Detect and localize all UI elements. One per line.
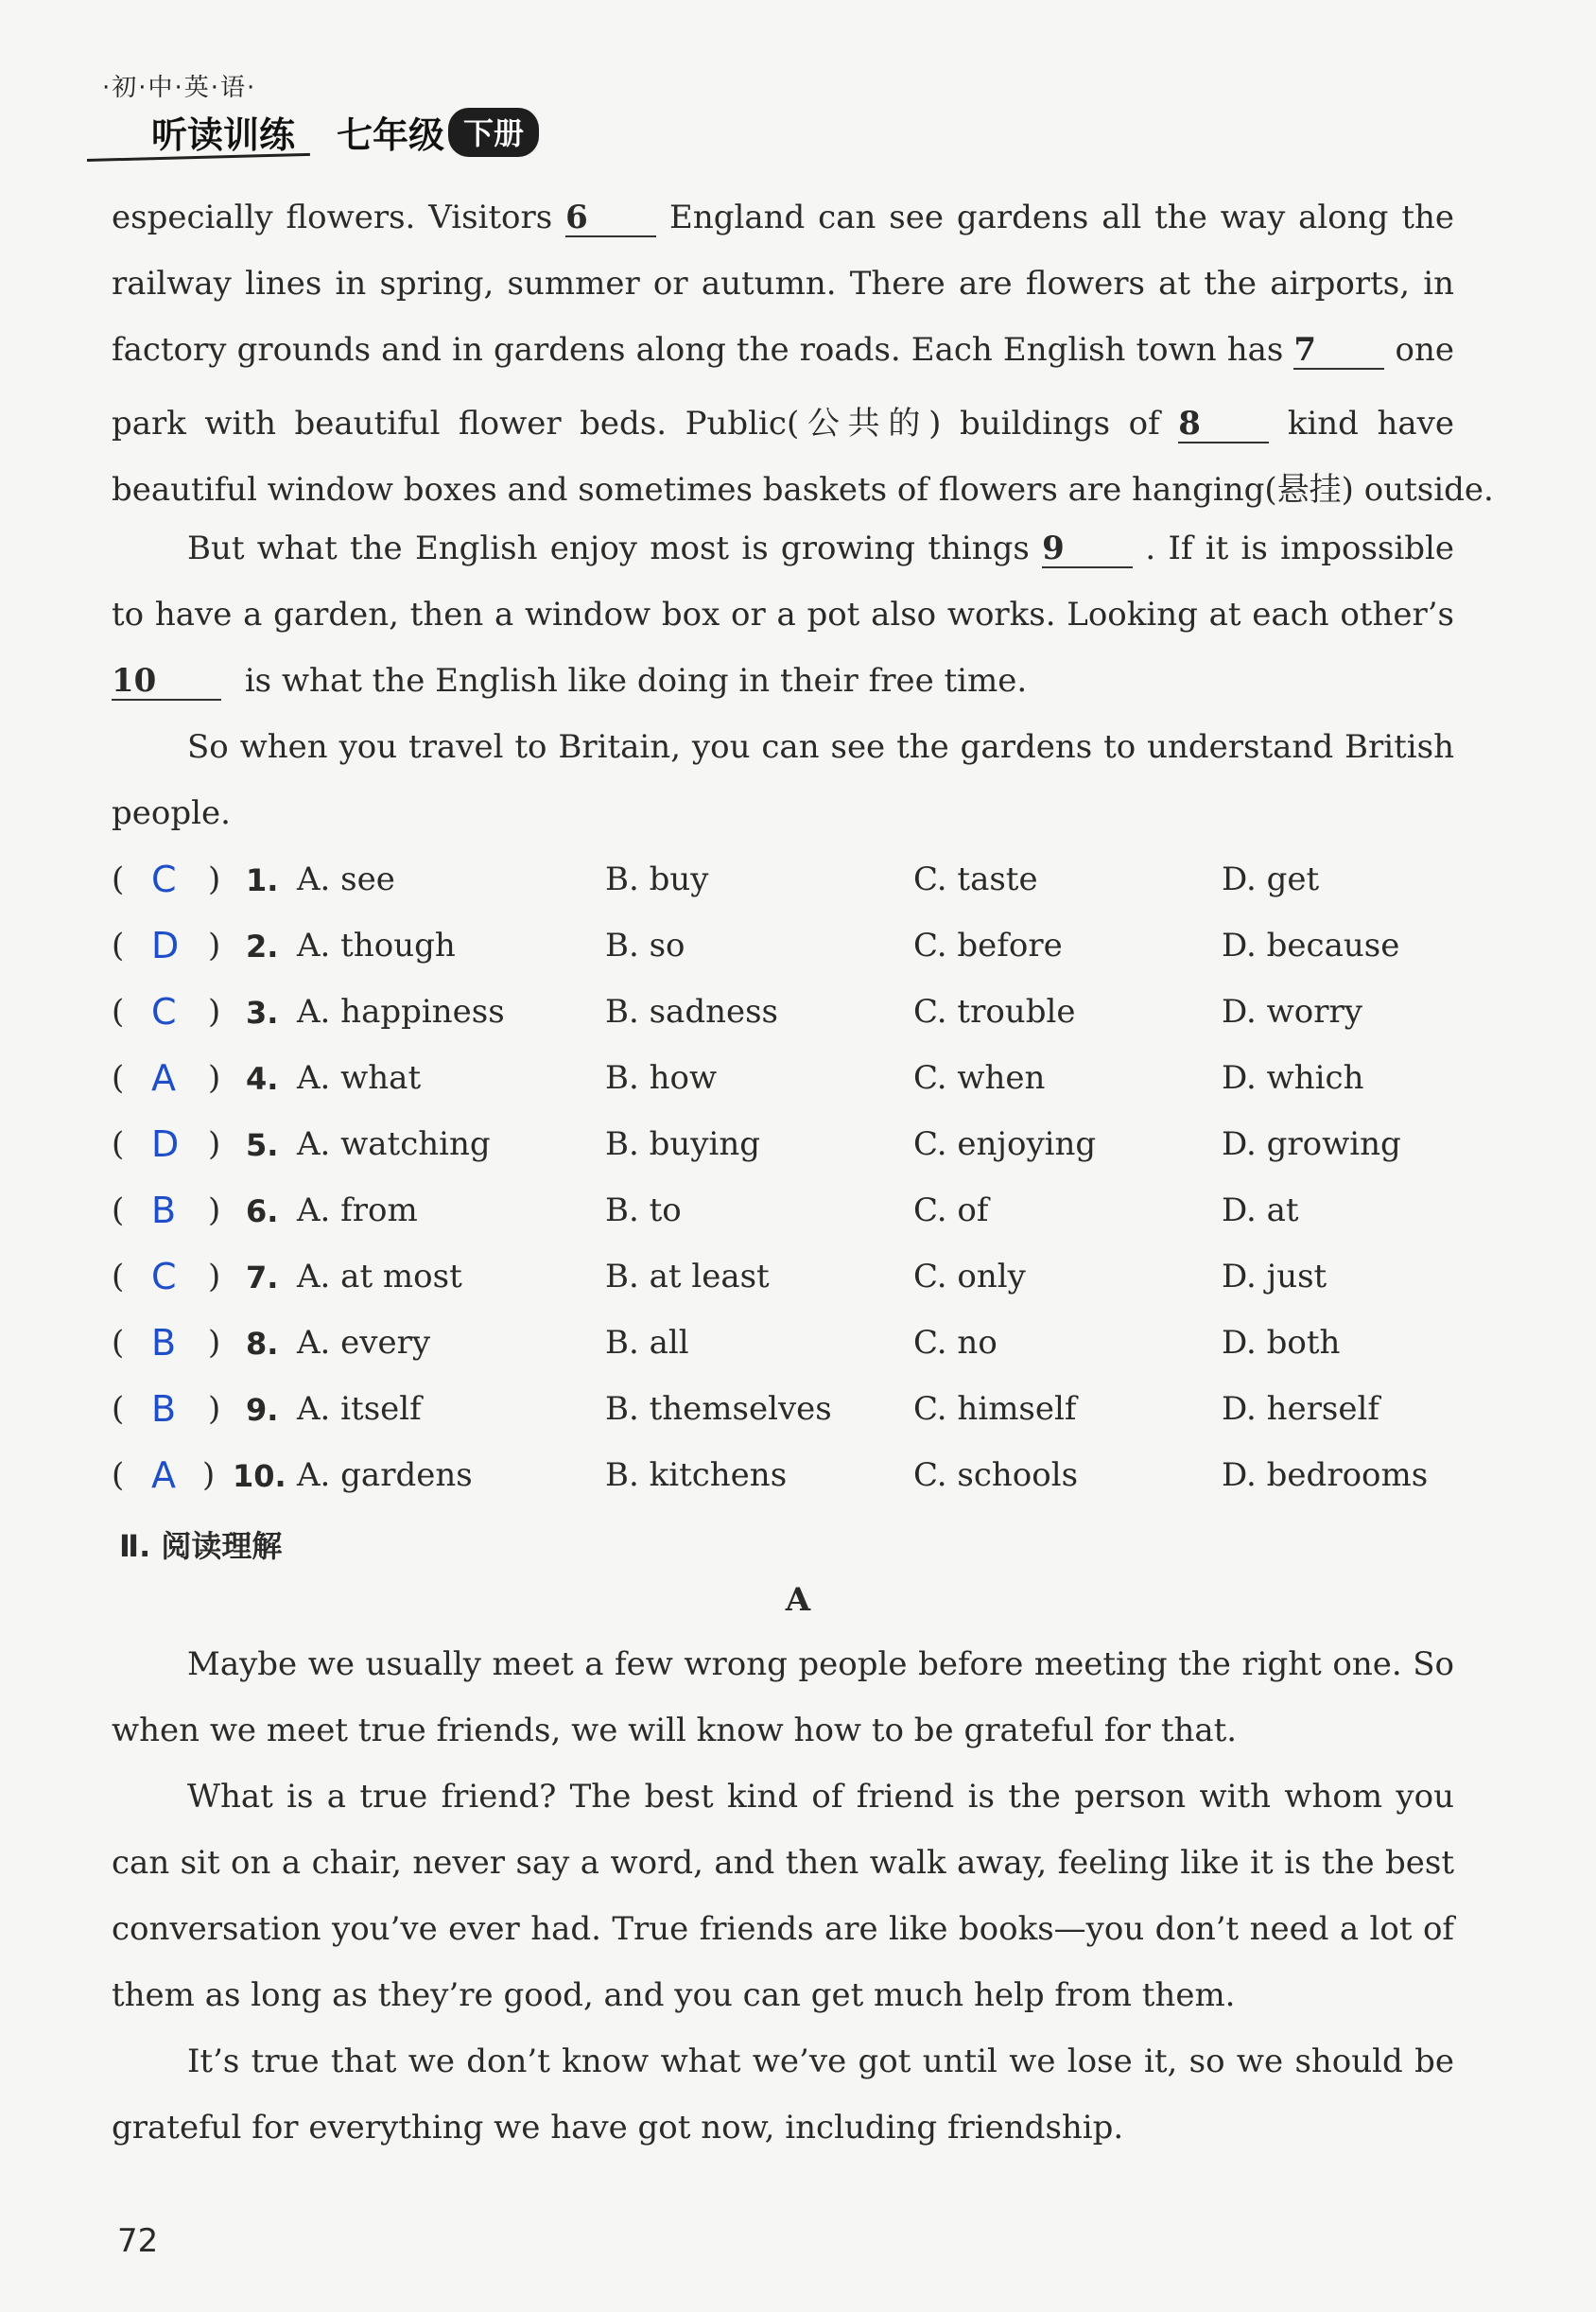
option-b: B. so	[605, 927, 685, 965]
paren-left: (	[112, 1059, 125, 1097]
reading-line: grateful for everything we have got now, including friendship.	[112, 2109, 1124, 2147]
option-b: B. buying	[605, 1125, 761, 1163]
question-number: 4.	[246, 1061, 279, 1097]
paren-left: (	[112, 1324, 125, 1362]
option-d: D. worry	[1222, 993, 1362, 1031]
passage-line: people.	[112, 794, 231, 832]
question-number: 3.	[246, 995, 279, 1031]
option-a: A. see	[297, 860, 395, 898]
option-b: B. sadness	[605, 993, 778, 1031]
reading-line: can sit on a chair, never say a word, and then walk away, feeling like it is the best	[112, 1844, 1454, 1882]
question-row	[112, 1456, 1454, 1513]
question-number: 10.	[233, 1458, 286, 1494]
passage-line: railway lines in spring, summer or autumn. There are flowers at the airports, in	[112, 265, 1454, 303]
question-row	[112, 1125, 1454, 1182]
question-number: 7.	[246, 1260, 279, 1295]
answer-mark: B	[151, 1322, 177, 1364]
question-row	[112, 1059, 1454, 1116]
option-b: B. at least	[605, 1258, 770, 1295]
paren-left: (	[112, 860, 125, 898]
paren-left: (	[112, 1191, 125, 1229]
page-header	[102, 68, 525, 156]
paren-right: )	[208, 1191, 221, 1229]
option-c: C. schools	[913, 1456, 1079, 1494]
option-c: C. when	[913, 1059, 1046, 1097]
question-number: 5.	[246, 1127, 279, 1163]
question-row	[112, 860, 1454, 917]
option-d: D. at	[1222, 1191, 1299, 1229]
option-c: C. trouble	[913, 993, 1076, 1031]
paren-left: (	[112, 1258, 125, 1295]
option-d: D. herself	[1222, 1390, 1379, 1428]
question-number: 1.	[246, 862, 279, 898]
question-row	[112, 1258, 1454, 1314]
paren-left: (	[112, 927, 125, 965]
option-a: A. happiness	[297, 993, 505, 1031]
option-d: D. both	[1222, 1324, 1341, 1362]
option-a: A. gardens	[297, 1456, 473, 1494]
option-d: D. which	[1222, 1059, 1364, 1097]
answer-mark: D	[151, 925, 180, 966]
passage-line: factory grounds and in gardens along the roads. Each English town has 7 one	[112, 331, 1454, 369]
option-a: A. from	[297, 1191, 418, 1229]
blank-6: 6	[565, 201, 656, 237]
answer-mark: D	[151, 1123, 180, 1165]
paren-left: (	[112, 1125, 125, 1163]
passage-line: So when you travel to Britain, you can see the gardens to understand British	[187, 728, 1454, 766]
option-d: D. bedrooms	[1222, 1456, 1429, 1494]
reading-line: when we meet true friends, we will know how to be grateful for that.	[112, 1712, 1238, 1749]
option-b: B. buy	[605, 860, 709, 898]
answer-mark: C	[151, 991, 177, 1033]
paren-right: )	[208, 993, 221, 1031]
answer-mark: C	[151, 1256, 177, 1297]
option-c: C. only	[913, 1258, 1026, 1295]
question-number: 6.	[246, 1193, 279, 1229]
question-row	[112, 1324, 1454, 1381]
paren-left: (	[112, 1456, 125, 1494]
option-a: A. watching	[297, 1125, 491, 1163]
option-d: D. because	[1222, 927, 1400, 965]
paren-right: )	[208, 1324, 221, 1362]
passage-line: especially flowers. Visitors 6 England can see gardens all the way along the	[112, 199, 1454, 236]
passage-line: 10 is what the English like doing in their free time.	[112, 662, 1028, 700]
answer-mark: B	[151, 1190, 177, 1231]
reading-line: Maybe we usually meet a few wrong people before meeting the right one. So	[187, 1645, 1454, 1683]
reading-line: conversation you’ve ever had. True friends are like books—you don’t need a lot of	[112, 1910, 1454, 1948]
question-row	[112, 1390, 1454, 1447]
option-b: B. themselves	[605, 1390, 832, 1428]
passage-label: A	[785, 1581, 811, 1619]
option-c: C. taste	[913, 860, 1038, 898]
section-title: Ⅱ. 阅读理解	[119, 1528, 283, 1564]
question-number: 8.	[246, 1326, 279, 1362]
grade-label: 七年级	[337, 114, 445, 156]
option-b: B. all	[605, 1324, 689, 1362]
option-c: C. of	[913, 1191, 989, 1229]
passage-line: But what the English enjoy most is growing things 9 . If it is impossible	[187, 530, 1455, 567]
paren-right: )	[202, 1456, 216, 1494]
option-a: A. at most	[297, 1258, 462, 1295]
blank-9: 9	[1042, 532, 1133, 568]
paren-right: )	[208, 1258, 221, 1295]
reading-line: It’s true that we don’t know what we’ve got until we lose it, so we should be	[187, 2043, 1454, 2080]
option-b: B. kitchens	[605, 1456, 788, 1494]
title-row	[151, 106, 539, 158]
option-d: D. just	[1222, 1258, 1327, 1295]
paren-left: (	[112, 993, 125, 1031]
reading-line: them as long as they’re good, and you can get much help from them.	[112, 1976, 1236, 2014]
paren-right: )	[208, 1390, 221, 1428]
option-c: C. enjoying	[913, 1125, 1097, 1163]
option-c: C. no	[913, 1324, 998, 1362]
answer-mark: B	[151, 1388, 177, 1430]
answer-mark: C	[151, 859, 177, 900]
paren-right: )	[208, 927, 221, 965]
paren-right: )	[208, 860, 221, 898]
answer-mark: A	[151, 1057, 176, 1099]
question-row	[112, 1191, 1454, 1248]
option-c: C. before	[913, 927, 1063, 965]
option-a: A. itself	[297, 1390, 422, 1428]
option-b: B. to	[605, 1191, 682, 1229]
question-row	[112, 927, 1454, 983]
option-c: C. himself	[913, 1390, 1077, 1428]
reading-line: What is a true friend? The best kind of friend is the person with whom you	[187, 1778, 1454, 1816]
passage-line: beautiful window boxes and sometimes baskets of flowers are hanging(悬挂) outside.	[112, 471, 1494, 509]
series-label: ·初·中·英·语·	[102, 74, 257, 102]
blank-10: 10	[112, 665, 221, 701]
answer-mark: A	[151, 1454, 176, 1496]
passage-line: to have a garden, then a window box or a pot also works. Looking at each other’s	[112, 596, 1454, 634]
blank-7: 7	[1293, 334, 1384, 370]
option-d: D. get	[1222, 860, 1320, 898]
book-title: 听读训练	[151, 114, 296, 156]
question-number: 2.	[246, 929, 279, 965]
question-row	[112, 993, 1454, 1050]
option-d: D. growing	[1222, 1125, 1401, 1163]
option-a: A. though	[297, 927, 456, 965]
paren-left: (	[112, 1390, 125, 1428]
question-number: 9.	[246, 1392, 279, 1428]
option-b: B. how	[605, 1059, 718, 1097]
option-a: A. every	[297, 1324, 431, 1362]
volume-badge: 下册	[448, 108, 539, 157]
page-number: 72	[117, 2222, 159, 2260]
blank-8: 8	[1178, 408, 1269, 443]
option-a: A. what	[297, 1059, 422, 1097]
paren-right: )	[208, 1059, 221, 1097]
passage-line: park with beautiful flower beds. Public(公共的) buildings of 8 kind have	[112, 405, 1454, 443]
paren-right: )	[208, 1125, 221, 1163]
